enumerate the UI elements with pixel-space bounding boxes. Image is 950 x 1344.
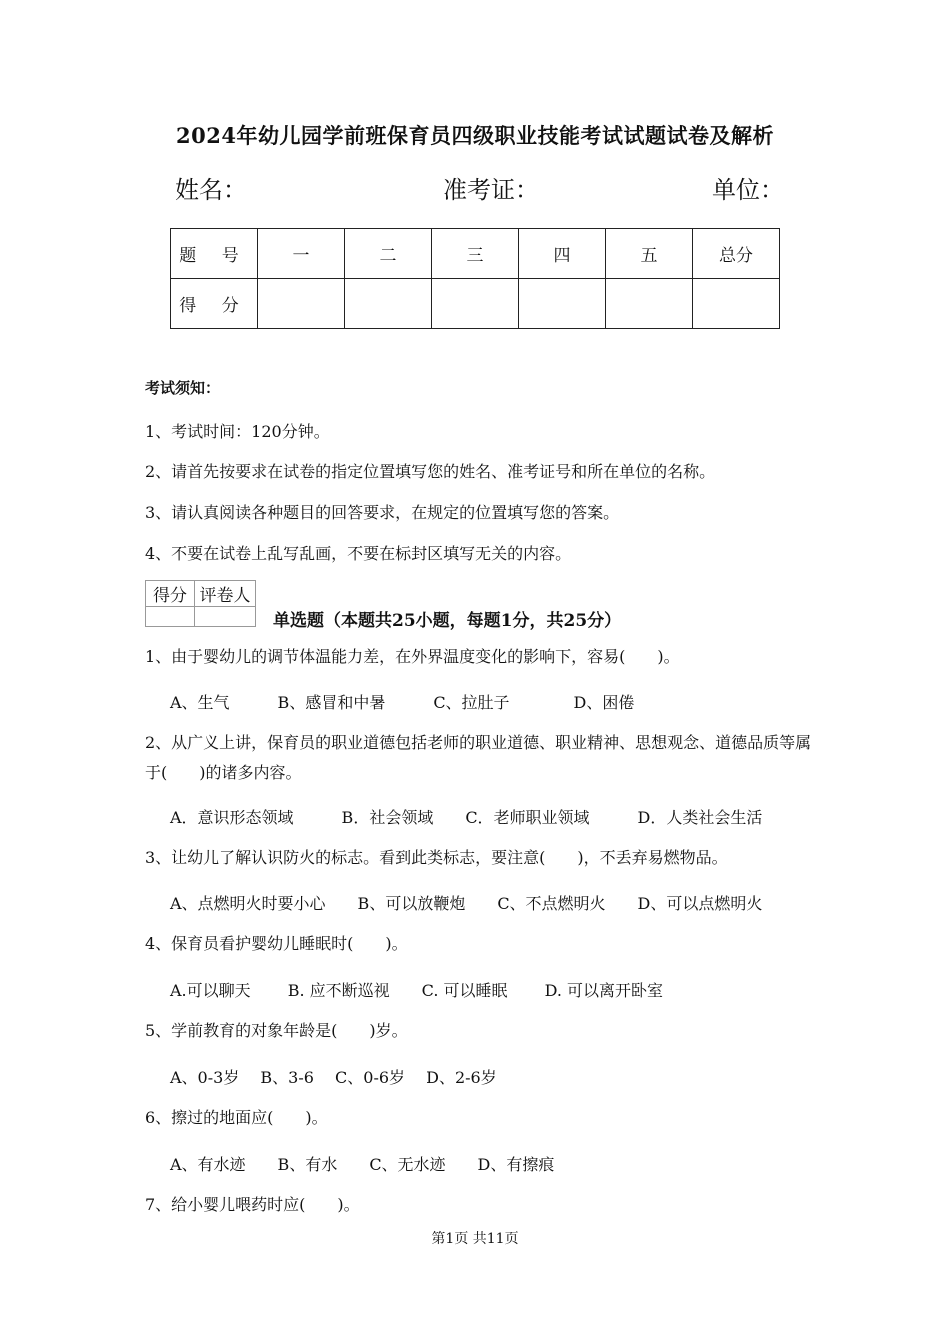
score-entry-cell[interactable] <box>345 279 432 329</box>
question-text: 2、从广义上讲，保育员的职业道德包括老师的职业道德、职业精神、思想观念、道德品质等属于( )的诸多内容。 <box>145 733 812 782</box>
question-text: 7、给小婴儿喂药时应( )。 <box>145 1195 360 1214</box>
question-text: 6、擦过的地面应( )。 <box>145 1108 328 1127</box>
grader-name-cell[interactable] <box>195 607 256 627</box>
score-table-header-row <box>171 229 780 279</box>
notice-title: 考试须知： <box>145 379 221 397</box>
question-options: A．意识形态领域 B．社会领域 C．老师职业领域 D．人类社会生活 <box>170 808 763 827</box>
score-table <box>170 228 780 329</box>
grader-score-cell[interactable] <box>146 607 195 627</box>
grader-box <box>145 580 256 627</box>
score-table-cell: 三 <box>432 229 519 279</box>
score-table-cell: 二 <box>345 229 432 279</box>
question-options: A、生气 B、感冒和中暑 C、拉肚子 D、困倦 <box>170 693 635 712</box>
score-table-cell: 总分 <box>693 229 780 279</box>
grader-name-label: 评卷人 <box>195 581 256 607</box>
notice-item: 2、请首先按要求在试卷的指定位置填写您的姓名、准考证号和所在单位的名称。 <box>145 462 716 481</box>
page-footer: 第1页 共11页 <box>431 1231 519 1247</box>
question-text: 3、让幼儿了解认识防火的标志。看到此类标志，要注意( )，不丢弃易燃物品。 <box>145 848 728 867</box>
question-options: A、点燃明火时要小心 B、可以放鞭炮 C、不点燃明火 D、可以点燃明火 <box>170 894 763 913</box>
grader-score-label: 得分 <box>146 581 195 607</box>
notice-item: 1、考试时间：120分钟。 <box>145 422 330 441</box>
score-entry-cell[interactable] <box>519 279 606 329</box>
question-text: 4、保育员看护婴幼儿睡眠时( )。 <box>145 934 408 953</box>
notice-item: 4、不要在试卷上乱写乱画，不要在标封区填写无关的内容。 <box>145 544 572 563</box>
unit-label: 单位： <box>712 176 784 204</box>
score-row-label: 得 分 <box>171 279 258 329</box>
question-text: 5、学前教育的对象年龄是( )岁。 <box>145 1021 408 1040</box>
section-title: 单选题（本题共25小题，每题1分，共25分） <box>273 611 622 631</box>
question-options: A.可以聊天 B. 应不断巡视 C. 可以睡眠 D. 可以离开卧室 <box>170 981 664 1000</box>
exam-id-label: 准考证： <box>443 176 539 204</box>
score-table-cell: 五 <box>606 229 693 279</box>
question-options: A、有水迹 B、有水 C、无水迹 D、有擦痕 <box>170 1155 555 1174</box>
score-entry-cell[interactable] <box>606 279 693 329</box>
score-table-cell: 题 号 <box>171 229 258 279</box>
question-options: A、0-3岁 B、3-6 C、0-6岁 D、2-6岁 <box>170 1068 497 1087</box>
page-title: 2024年幼儿园学前班保育员四级职业技能考试试题试卷及解析 <box>176 123 774 148</box>
score-entry-cell[interactable] <box>693 279 780 329</box>
score-table-cell: 一 <box>258 229 345 279</box>
name-label: 姓名： <box>175 176 247 204</box>
score-entry-cell[interactable] <box>258 279 345 329</box>
notice-item: 3、请认真阅读各种题目的回答要求，在规定的位置填写您的答案。 <box>145 503 620 522</box>
score-entry-cell[interactable] <box>432 279 519 329</box>
score-table-score-row <box>171 279 780 329</box>
score-table-cell: 四 <box>519 229 606 279</box>
question-text: 1、由于婴幼儿的调节体温能力差，在外界温度变化的影响下，容易( )。 <box>145 647 680 666</box>
